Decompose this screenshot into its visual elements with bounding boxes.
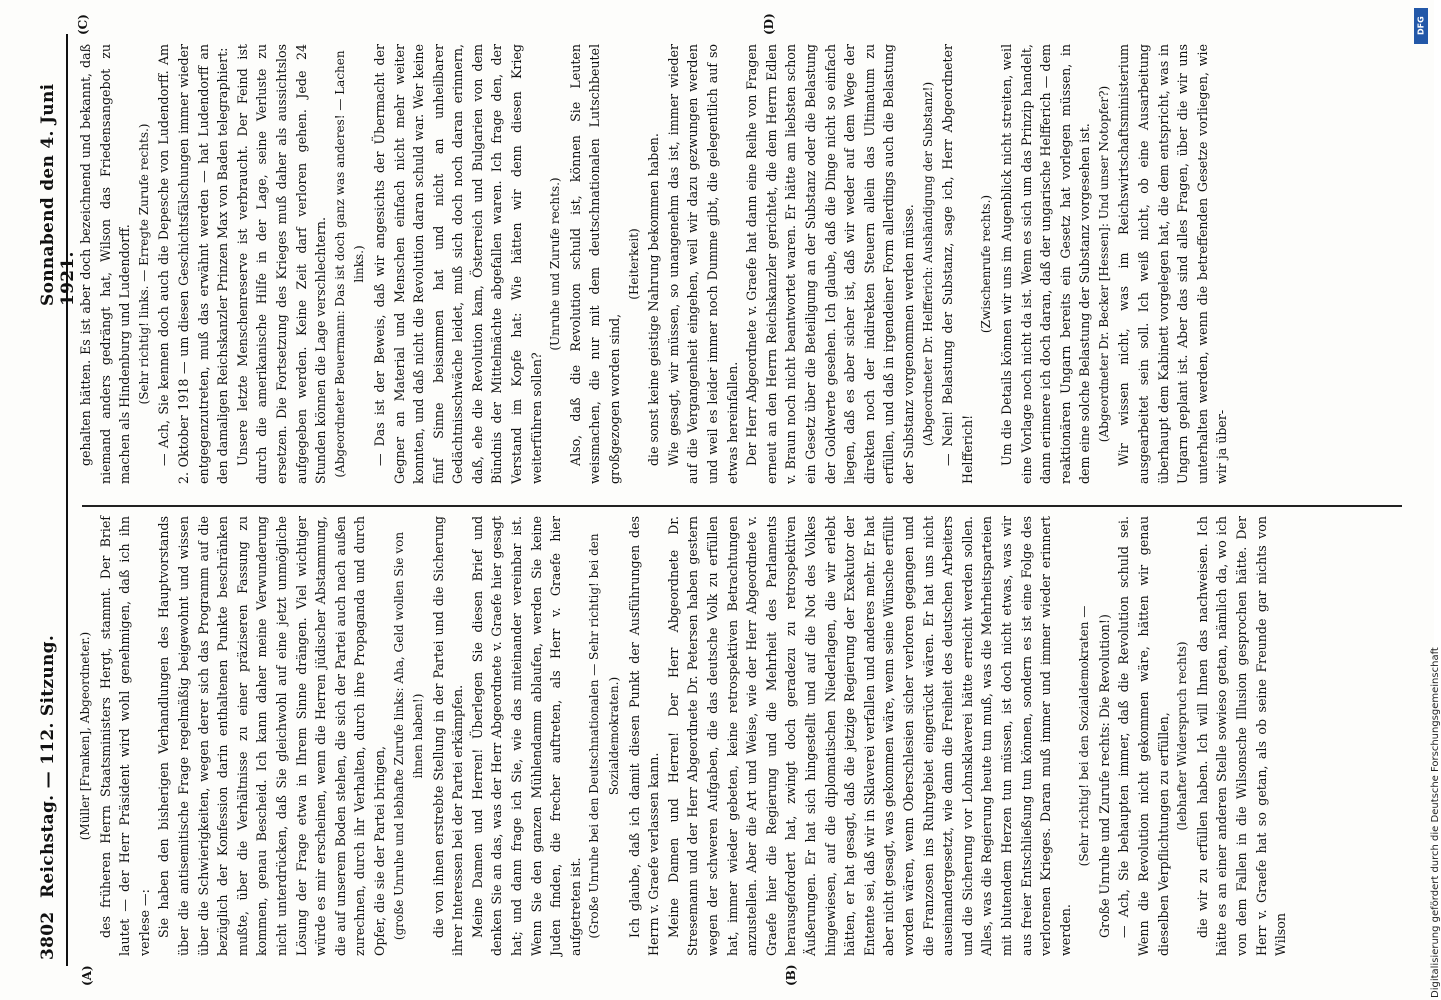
- margin-mark-b: (B): [784, 964, 798, 986]
- paragraph: — Das ist der Beweis, daß wir angesichts der Übermacht der Gegner an Material und Menschen einfach nicht mehr weiter konnten, und daß nicht die Revolution daran schuld war. Wer keine fünf Sinne beisammen hat und nicht an unheilbarer Gedächtnisschwäche leidet, muß sich doch noch daran erinnern, daß, ehe die Revolution kam, Österreich und Bulgarien von dem Bündnis der Mittelmächte abgefallen waren. Ich frage den, der Verstand im Kopfe hat: Wie hätten wir denn diesen Krieg weiterführen sollen?: [371, 44, 544, 484]
- paragraph: (Müller [Franken], Abgeordneter.): [78, 631, 92, 841]
- paragraph: (Unruhe und Zurufe rechts.): [548, 177, 563, 351]
- paragraph: Große Unruhe und Zurufe rechts: Die Revolution!): [1096, 614, 1112, 938]
- running-header: [32, 34, 78, 966]
- paragraph: (Abgeordneter Dr. Helfferich: Aushändigung der Substanz!): [920, 81, 935, 447]
- header-title: Reichstag. — 112. Sitzung.: [38, 634, 58, 898]
- paragraph: Unsere letzte Menschenreserve ist verbraucht. Der Feind ist durch die amerikanische Hilfe in der Lage, seine Verluste zu ersetzen. Die Fortsetzung des Krieges muß daher als aussichtslos aufgegeben werden. Keine Zeit darf verloren gehen. Jede 24 Stunden können die Lage verschlechtern.: [234, 44, 329, 484]
- paragraph: Sie haben den bisherigen Verhandlungen des Hauptvorstands über die antisemitische Frage regelmäßig beigewohnt und wissen über die Schwierigkeiten, wegen derer sich das Programm auf die bezüglich der Konfession darin enthaltenen Punkte beschränken mußte, über die Verhältnisse zu einer präziseren Fassung zu kommen, genau Bescheid. Ich kann daher meine Verwunderung nicht unterdrücken, daß Sie gleichwohl auf eine jetzt unmögliche Lösung der Frage etwa in Ihrem Sinne drängen. Viel wichtiger würde es mir erscheinen, wenn die Herren jüdischer Abstammung, die auf unserem Boden stehen, die sich der Partei auch nach außen zurechnen, durch ihr Verhalten, durch ihre Propaganda und durch Opfer, die sie der Partei bringen,: [156, 516, 387, 956]
- paragraph: (Sehr richtig! bei den Sozialdemokraten —: [1077, 605, 1092, 867]
- page-number: 3802: [38, 911, 58, 960]
- paragraph: — Nein! Belastung der Substanz, sage ich, Herr Abgeordneter Helfferich!: [940, 44, 975, 484]
- dfg-logo: DFG: [1414, 8, 1428, 44]
- right-column: [76, 44, 1416, 484]
- paragraph: Der Herr Abgeordnete v. Graefe hat dann eine Reihe von Fragen erneut an den Herrn Reichskanzler gerichtet, die dem Herrn Edlen v. Braun noch nicht beantwortet waren. Er hätte am liebsten schon ein Gesetz über die Beteiligung an der Substanz oder die Belastung der Goldwerte gesehen. Ich glaube, daß die Dinge nicht so einfach liegen, daß es aber sicher ist, daß wir weder auf dem Wege der direkten noch der indirekten Steuern allein das Ultimatum zu erfüllen, und daß in irgendeiner Form allerdings auch die Belastung der Substanz vorgenommen werden müsse.: [744, 44, 916, 484]
- paragraph: Um die Details können wir uns im Augenblick nicht streiten, weil eine Vorlage noch nicht da ist. Wenn es sich um das Prinzip handelt, dann erinnere ich doch daran, daß der ungarische Helfferich — dem reaktionären Ungarn bereits ein Gesetz hat vorlegen müssen, in dem eine solche Belastung der Substanz vorgesehen ist.: [998, 44, 1093, 484]
- print-area: [22, 10, 1422, 990]
- paragraph: (Sehr richtig! links. — Erregte Zurufe rechts.): [136, 123, 151, 405]
- paragraph: (lebhafter Widerspruch rechts): [1175, 641, 1190, 831]
- left-column: [76, 516, 1416, 956]
- paragraph: (Abgeordneter Dr. Becker [Hessen]: Und unser Notopfer?): [1096, 85, 1111, 443]
- paragraph: die sonst keine geistige Nahrung bekommen haben.: [646, 133, 662, 466]
- digitization-credit: Digitalisierung gefördert durch die Deutsche Forschungsgemeinschaft: [1430, 647, 1441, 998]
- margin-mark-d: (D): [762, 13, 776, 35]
- paragraph: (große Unruhe und lebhafte Zurufe links: Aha, Geld wollen Sie von ihnen haben!): [391, 531, 426, 941]
- paragraph: gehalten hätten. Es ist aber doch bezeichnend und bekannt, daß niemand anders gedrängt hat, Wilson das Friedensangebot zu machen als Hindenburg und Ludendorff.: [78, 44, 133, 484]
- paragraph: Meine Damen und Herren! Überlegen Sie diesen Brief und denken Sie an das, was der Herr Abgeordnete v. Graefe hier gesagt hat; und dann frage ich Sie, wie das miteinander vereinbar ist. Wenn Sie den ganzen Mühlendamm ablaufen, werden Sie keine Juden finden, die frecher auftreten, als Herr v. Graefe hier aufgetreten ist.: [469, 516, 583, 956]
- paragraph: Wie gesagt, wir müssen, so unangenehm das ist, immer wieder auf die Vergangenheit eingehen, weil wir dazu gezwungen werden und weil es leider immer noch Dumme gibt, die gelegentlich auf so etwas hereinfallen.: [665, 44, 740, 484]
- paragraph: Also, daß die Revolution schuld ist, können Sie Leuten weismachen, die nur mit dem deutschnationalen Lutschbeutel großgezogen worden sind,: [567, 44, 623, 484]
- paragraph: — Ach, Sie behaupten immer, daß die Revolution schuld sei. Wenn die Revolution nicht gekommen wäre, hätten wir genau dieselben Verpflichtungen zu erfüllen,: [1116, 516, 1171, 956]
- paragraph: (Abgeordneter Beuermann: Das ist doch ganz was anderes! — Lachen links.): [332, 50, 367, 478]
- paragraph: (Heiterkeit): [626, 228, 641, 300]
- digitization-strip: [1406, 0, 1441, 1000]
- paragraph: Meine Damen und Herren! Der Herr Abgeordnete Dr. Stresemann und der Herr Abgeordnete Dr. Petersen haben gestern wegen der schweren Aufgaben, die das deutsche Volk zu erfüllen hat, immer wieder gebeten, keine retrospektiven Betrachtungen anzustellen. Aber die Art und Weise, wie der Herr Abgeordnete v. Graefe hier die Regierung und die Mehrheit des Parlaments herausgefordert hat, zwingt doch geradezu zu retrospektiven Äußerungen. Er hat sich hingestellt und auf die Not des Volkes hingewiesen, auf die diplomatischen Niederlagen, die wir erlebt hätten, er hat gesagt, daß die jetzige Regierung der Exekutor der Entente sei, daß wir in Sklaverei verfallen und anderes mehr. Er hat aber nicht gesagt, was gekommen wäre, wenn seine Wünsche erfüllt worden wären, wenn Oberschlesien sicher verloren gegangen und die Franzosen ins Ruhrgebiet eingerückt wären. Er hat uns nicht auseinandergesetzt, wie dann die Freiheit des deutschen Arbeiters und die Sicherung vor Lohnsklaverei hätte erreicht werden sollen. Alles, was die Regierung heute tun muß, was die Mehrheitsparteien mit blutendem Herzen tun müssen, ist doch nicht etwas, was wir aus freier Entschließung tun können, sondern es ist eine Folge des verlorenen Krieges. Daran muß immer und immer wieder erinnert werden.: [665, 516, 1073, 956]
- paragraph: des früheren Herrn Staatsministers Hergt, stammt. Der Brief lautet — der Herr Präsident wird wohl genehmigen, daß ich ihn verlese —:: [97, 516, 152, 956]
- paragraph: Wir wissen nicht, was im Reichswirtschaftsministerium ausgearbeitet sein soll. Ich weiß nicht, ob eine Ausarbeitung überhaupt dem Kabinett vorgelegen hat, die dem entspricht, was in Ungarn geplant ist. Aber das sind alles Fragen, über die wir uns unterhalten werden, wenn die betreffenden Gesetze vorliegen, wie wir ja über-: [1116, 44, 1230, 484]
- paragraph: Ich glaube, daß ich damit diesen Punkt der Ausführungen des Herrn v. Graefe verlassen kann.: [626, 516, 662, 956]
- margin-mark-a: (A): [80, 965, 94, 986]
- header-date: Sonnabend den 4. Juni 1921.: [38, 83, 78, 306]
- margin-mark-c: (C): [76, 14, 90, 35]
- paragraph: die von ihnen erstrebte Stellung in der Partei und die Sicherung ihrer Interessen bei der Partei erkämpfen.: [430, 516, 466, 956]
- paragraph: (Zwischenrufe rechts.): [979, 194, 994, 334]
- paragraph: — Ach, Sie kennen doch auch die Depesche von Ludendorff. Am 2. Oktober 1918 — um diesen Geschichtsfälschungen immer wieder entgegenzutreten, muß das erwähnt werden — hat Ludendorff an den damaligen Reichskanzler Prinzen Max von Baden telegraphiert:: [156, 44, 231, 484]
- column-divider: [82, 505, 1402, 507]
- paragraph: (Große Unruhe bei den Deutschnationalen — Sehr richtig! bei den Sozialdemokraten.): [587, 533, 622, 939]
- paragraph: die wir zu erfüllen haben. Ich will Ihnen das nachweisen. Ich hätte es an einer anderen Stelle sowieso getan, nämlich da, wo ich von dem Fallen in die Wilsonsche Illusion gesprochen hätte. Der Herr v. Graefe hat so getan, als ob seine Freunde gar nichts von Wilson: [1194, 516, 1289, 956]
